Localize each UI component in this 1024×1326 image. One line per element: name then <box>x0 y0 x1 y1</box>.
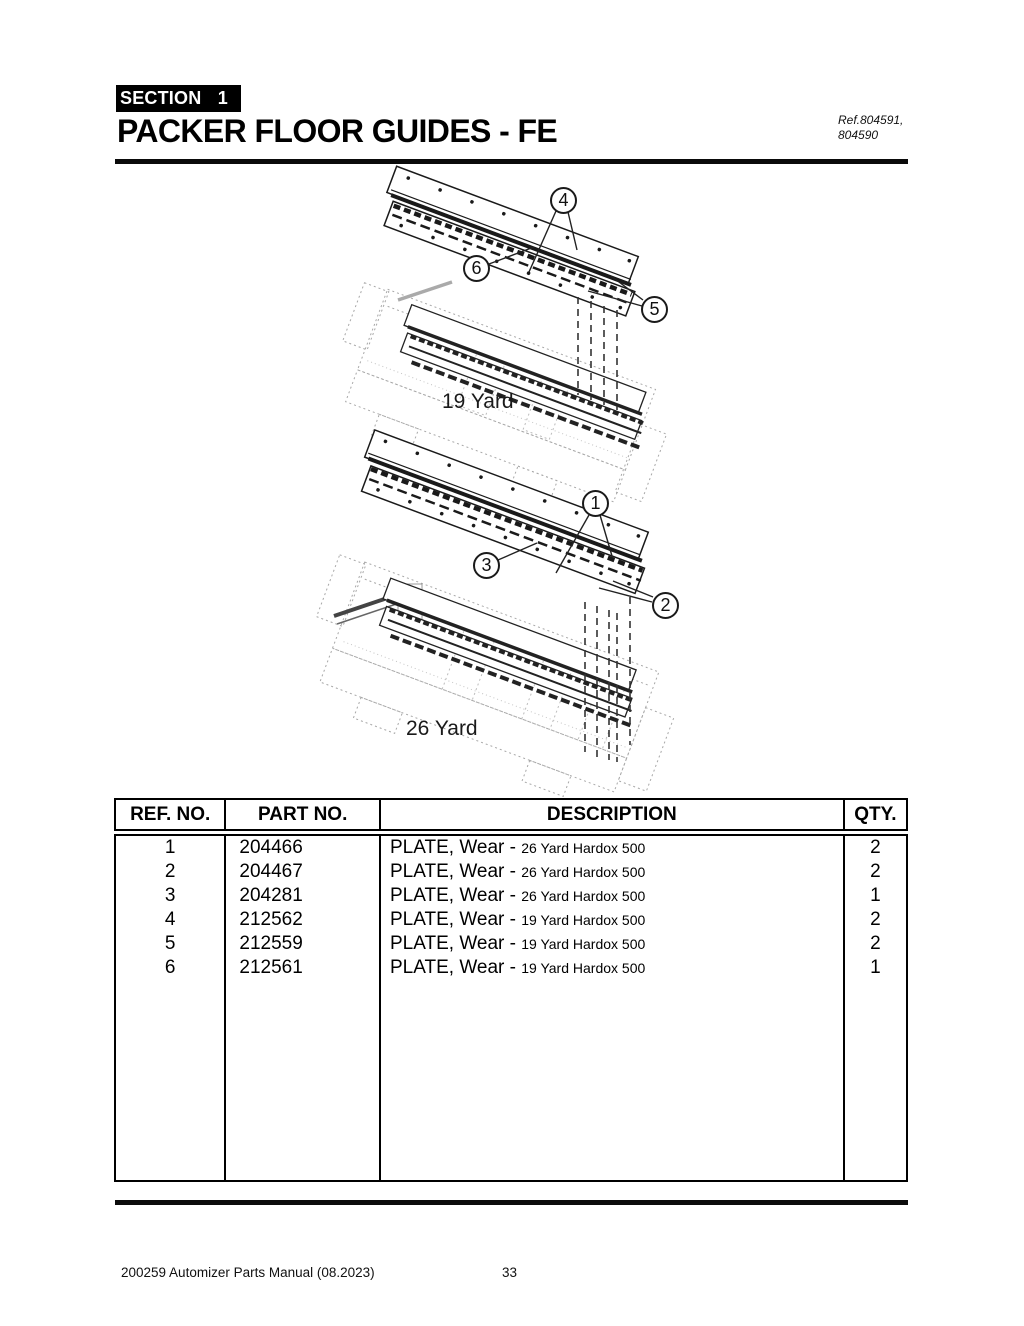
description-cell <box>380 908 844 932</box>
ref-no-cell: 1 <box>115 833 225 861</box>
view-label-26-yard: 26 Yard <box>406 717 478 740</box>
column-header-description: DESCRIPTION <box>380 799 844 833</box>
view-label-19-yard: 19 Yard <box>442 390 514 413</box>
qty-cell: 2 <box>870 861 881 882</box>
wear-plates-26-yard <box>353 430 658 594</box>
table-row <box>115 884 907 908</box>
callout-4-number: 4 <box>558 190 569 210</box>
description-main: PLATE, Wear - <box>389 885 522 906</box>
description-cell <box>380 956 844 980</box>
description-main: PLATE, Wear - <box>389 933 522 954</box>
part-no-cell: 204466 <box>225 833 380 861</box>
table-row <box>115 908 907 932</box>
installed-plates-19-yard <box>393 305 659 448</box>
section-label: SECTION <box>120 88 202 108</box>
qty-cell: 1 <box>870 957 881 978</box>
page-title: PACKER FLOOR GUIDES - FE <box>117 113 558 149</box>
part-no-cell: 212562 <box>225 908 380 932</box>
description-sub: 26 Yard Hardox 500 <box>521 864 646 880</box>
column-header-ref-no: REF. NO. <box>115 799 225 833</box>
callout-3-number: 3 <box>481 555 492 575</box>
column-header-qty: QTY. <box>844 799 907 833</box>
callout-6-number: 6 <box>471 258 482 278</box>
ref-no-cell: 6 <box>115 956 225 980</box>
callout-6 <box>463 255 490 282</box>
callout-5 <box>641 296 668 323</box>
callout-1-number: 1 <box>590 493 601 513</box>
part-no-cell: 212559 <box>225 932 380 956</box>
callout-3 <box>473 552 500 579</box>
parts-table-header-row <box>115 799 907 833</box>
table-row <box>115 833 907 861</box>
description-sub: 26 Yard Hardox 500 <box>521 888 646 904</box>
part-no-cell: 204467 <box>225 860 380 884</box>
callout-2-number: 2 <box>660 595 671 615</box>
ref-no-cell: 3 <box>115 884 225 908</box>
description-main: PLATE, Wear - <box>389 957 522 978</box>
description-sub: 19 Yard Hardox 500 <box>521 960 646 976</box>
description-main: PLATE, Wear - <box>389 837 522 858</box>
callout-4 <box>550 187 577 214</box>
description-sub: 19 Yard Hardox 500 <box>521 912 646 928</box>
section-number: 1 <box>217 88 228 108</box>
table-empty-space <box>115 980 907 1181</box>
callout-5-number: 5 <box>649 299 660 319</box>
ref-line-1: Ref.804591, <box>838 113 904 127</box>
ref-no-cell: 4 <box>115 908 225 932</box>
ref-line-2: 804590 <box>838 128 879 142</box>
table-row <box>115 932 907 956</box>
footer-manual-title: 200259 Automizer Parts Manual (08.2023) <box>121 1265 375 1280</box>
part-no-cell: 212561 <box>225 956 380 980</box>
callout-2 <box>652 592 679 619</box>
qty-cell: 2 <box>870 933 881 954</box>
qty-cell: 1 <box>870 885 881 906</box>
part-no-cell: 204281 <box>225 884 380 908</box>
table-row <box>115 860 907 884</box>
description-cell <box>380 860 844 884</box>
ref-no-cell: 2 <box>115 860 225 884</box>
qty-cell: 2 <box>870 909 881 930</box>
footer-rule <box>115 1200 908 1205</box>
ref-no-cell: 5 <box>115 932 225 956</box>
parts-table <box>114 798 908 1182</box>
description-main: PLATE, Wear - <box>389 909 522 930</box>
description-cell <box>380 884 844 908</box>
column-header-part-no: PART NO. <box>225 799 380 833</box>
qty-cell: 2 <box>870 837 881 858</box>
description-cell <box>380 932 844 956</box>
description-sub: 26 Yard Hardox 500 <box>521 840 646 856</box>
table-row <box>115 956 907 980</box>
description-cell <box>380 833 844 861</box>
description-main: PLATE, Wear - <box>389 861 522 882</box>
callout-1 <box>582 490 609 517</box>
footer-page-number: 33 <box>502 1265 518 1280</box>
description-sub: 19 Yard Hardox 500 <box>521 936 646 952</box>
